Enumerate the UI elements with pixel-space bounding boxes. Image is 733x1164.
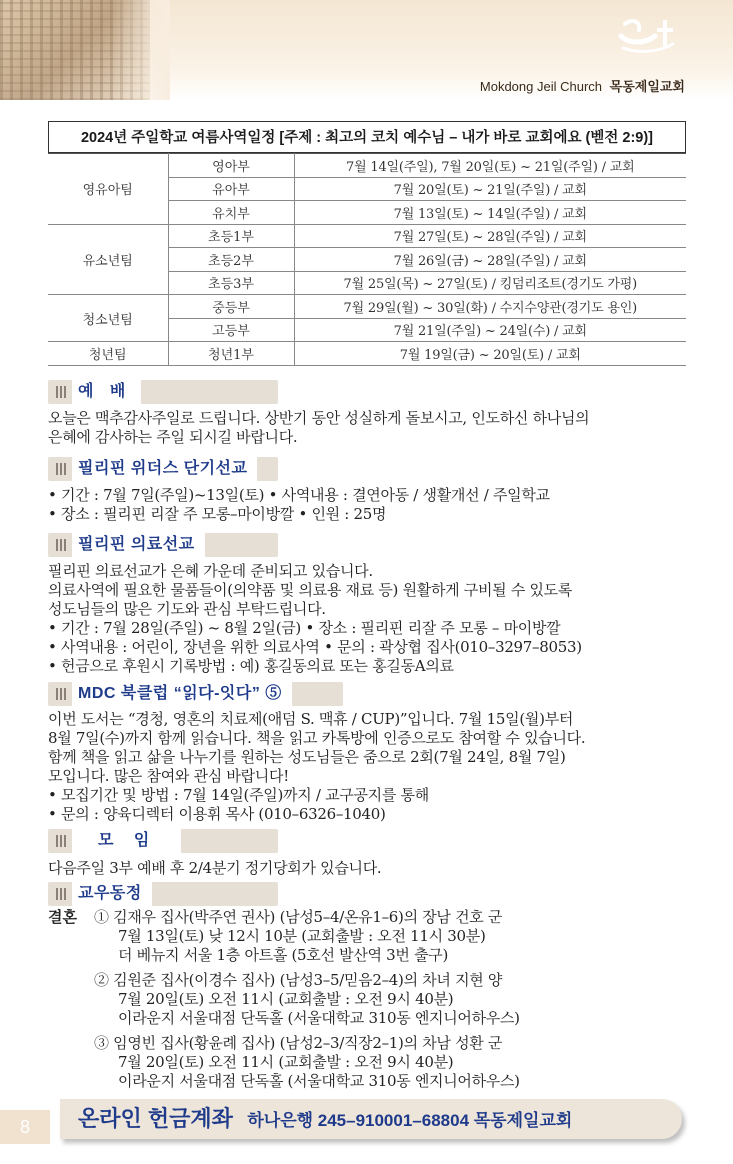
team-cell: 영유아팀 xyxy=(48,154,168,225)
team-cell: 청년팀 xyxy=(48,342,168,366)
text-line: • 사역내용 : 어린이, 장년을 위한 의료사역 • 문의 : 곽상협 집사(010–3297–8053) xyxy=(48,638,582,656)
text-line: 의료사역에 필요한 물품들이(의약품 및 의료용 재료 등) 원활하게 구비될 수 있도록 xyxy=(48,581,573,599)
bars-icon xyxy=(56,688,68,700)
text-line: 오늘은 맥추감사주일로 드립니다. 상반기 동안 성실하게 돌보시고, 인도하신 하나님의 xyxy=(48,409,590,427)
text-line: 다음주일 3부 예배 후 2/4분기 정기당회가 있습니다. xyxy=(48,859,382,877)
text-line: 8월 7일(수)까지 함께 읽습니다. 책을 읽고 카톡방에 인증으로도 참여할 수 있습니다. xyxy=(48,729,586,747)
schedule-cell: 7월 21일(주일) ~ 24일(수) / 교회 xyxy=(294,318,686,342)
schedule-cell: 7월 19일(금) ~ 20일(토) / 교회 xyxy=(294,342,686,366)
table-row xyxy=(48,295,686,319)
section-title: 필리핀 위더스 단기선교 xyxy=(72,457,257,481)
table-row xyxy=(48,154,686,178)
text-line: 은혜에 감사하는 주일 되시길 바랍니다. xyxy=(48,428,298,446)
table-row xyxy=(48,224,686,248)
team-cell: 유소년팀 xyxy=(48,224,168,295)
church-name-ko: 목동제일교회 xyxy=(609,79,685,94)
schedule-cell: 7월 25일(목) ~ 27일(토) / 킹덤리조트(경기도 가평) xyxy=(294,271,686,295)
schedule-cell: 7월 13일(토) ~ 14일(주일) / 교회 xyxy=(294,201,686,225)
dept-cell: 청년1부 xyxy=(168,342,294,366)
section-header-worship xyxy=(48,380,278,404)
meeting-text xyxy=(48,859,688,878)
text-line: 이라운지 서울대점 단독홀 (서울대학교 310동 엔지니어하우스) xyxy=(118,1072,520,1090)
text-line: 성도님들의 많은 기도와 관심 부탁드립니다. xyxy=(48,600,326,618)
schedule-cell: 7월 20일(토) ~ 21일(주일) / 교회 xyxy=(294,177,686,201)
list-item xyxy=(94,971,520,1028)
church-name xyxy=(480,76,685,95)
dept-cell: 초등1부 xyxy=(168,224,294,248)
dept-cell: 유치부 xyxy=(168,201,294,225)
dept-cell: 중등부 xyxy=(168,295,294,319)
text-line: 필리핀 의료선교가 은혜 가운데 준비되고 있습니다. xyxy=(48,562,373,580)
dept-cell: 초등3부 xyxy=(168,271,294,295)
philippines-short-text xyxy=(48,486,688,524)
offering-account-banner xyxy=(60,1099,682,1139)
section-title: 모 임 xyxy=(72,829,181,853)
section-header-philippines-short xyxy=(48,457,278,481)
bars-icon xyxy=(56,386,68,398)
church-logo-icon xyxy=(615,14,685,54)
text-line: • 장소 : 필리핀 리잘 주 모롱–마이방깔 • 인원 : 25명 xyxy=(48,505,387,523)
section-header-meeting xyxy=(48,829,278,853)
bars-icon xyxy=(56,835,68,847)
schedule-cell: 7월 27일(토) ~ 28일(주일) / 교회 xyxy=(294,224,686,248)
table-row xyxy=(48,342,686,366)
text-line: ③ 임영빈 집사(황윤례 집사) (남성2–3/직장2–1)의 차남 성환 군 xyxy=(94,1034,503,1052)
text-line: • 기간 : 7월 7일(주일)~13일(토) • 사역내용 : 결연아동 / 생활개선 / 주일학교 xyxy=(48,486,550,504)
text-line: 함께 책을 읽고 삶을 나누기를 원하는 성도님들은 줌으로 2회(7월 24일, 8월 7일) xyxy=(48,748,566,766)
worship-text xyxy=(48,409,688,447)
medical-mission-text xyxy=(48,562,688,676)
schedule-table xyxy=(48,153,686,366)
list-item xyxy=(94,1034,520,1091)
section-header-medical-mission xyxy=(48,533,278,557)
text-line: • 문의 : 양육디렉터 이용휘 목사 (010–6326–1040) xyxy=(48,805,386,823)
bars-icon xyxy=(56,463,68,475)
text-line: 7월 20일(토) 오전 11시 (교회출발 : 오전 9시 40분) xyxy=(118,1053,454,1071)
offering-label: 온라인 헌금계좌 xyxy=(78,1106,233,1131)
summer-schedule xyxy=(48,121,686,366)
page-header xyxy=(0,0,733,100)
section-header-news xyxy=(48,882,278,906)
text-line: 7월 20일(토) 오전 11시 (교회출발 : 오전 9시 40분) xyxy=(118,990,454,1008)
text-line: 모입니다. 많은 참여와 관심 바랍니다! xyxy=(48,767,289,785)
dept-cell: 초등2부 xyxy=(168,248,294,272)
section-title: 필리핀 의료선교 xyxy=(72,533,205,557)
dept-cell: 영아부 xyxy=(168,154,294,178)
page-number: 8 xyxy=(0,1110,50,1144)
bars-icon xyxy=(56,539,68,551)
bars-icon xyxy=(56,888,68,900)
section-header-book-club xyxy=(48,682,282,706)
schedule-cell: 7월 26일(금) ~ 28일(주일) / 교회 xyxy=(294,248,686,272)
schedule-cell: 7월 14일(주일), 7월 20일(토) ~ 21일(주일) / 교회 xyxy=(294,154,686,178)
section-title: MDC 북클럽 “읽다-잇다” ⑤ xyxy=(72,682,292,706)
schedule-title: 2024년 주일학교 여름사역일정 [주제 : 최고의 코치 예수님 – 내가 바로 교회에요 (벧전 2:9)] xyxy=(48,121,686,153)
dept-cell: 유아부 xyxy=(168,177,294,201)
section-title: 예 배 xyxy=(72,380,141,404)
text-line: ② 김원준 집사(이경수 집사) (남성3–5/믿음2–4)의 차녀 지현 양 xyxy=(94,971,503,989)
wedding-label: 결혼 xyxy=(48,909,77,926)
schedule-cell: 7월 29일(월) ~ 30일(화) / 수지수양관(경기도 용인) xyxy=(294,295,686,319)
church-name-en: Mokdong Jeil Church xyxy=(479,79,603,94)
text-line: 더 베뉴지 서울 1층 아트홀 (5호선 발산역 3번 출구) xyxy=(118,946,449,964)
team-cell: 청소년팀 xyxy=(48,295,168,342)
text-line: • 모집기간 및 방법 : 7월 14일(주일)까지 / 교구공지를 통해 xyxy=(48,786,429,804)
text-line: • 기간 : 7월 28일(주일) ~ 8월 2일(금) • 장소 : 필리핀 리잘 주 모롱 – 마이방깔 xyxy=(48,619,561,637)
section-title: 교우동정 xyxy=(72,882,152,906)
text-line: 이번 도서는 “경청, 영혼의 치료제(애덤 S. 맥휴 / CUP)”입니다. 7월 15일(월)부터 xyxy=(48,710,574,728)
text-line: 7월 13일(토) 낮 12시 10분 (교회출발 : 오전 11시 30분) xyxy=(118,927,486,945)
list-item xyxy=(94,908,502,965)
book-club-text xyxy=(48,710,688,824)
offering-account: 하나은행 245–910001–68804 목동제일교회 xyxy=(247,1111,573,1130)
dept-cell: 고등부 xyxy=(168,318,294,342)
text-line: 이라운지 서울대점 단독홀 (서울대학교 310동 엔지니어하우스) xyxy=(118,1009,520,1027)
text-line: ① 김재우 집사(박주연 권사) (남성5–4/온유1–6)의 장남 건호 군 xyxy=(94,908,503,926)
text-line: • 헌금으로 후원시 기록방법 : 예) 홍길동의료 또는 홍길동A의료 xyxy=(48,657,454,675)
